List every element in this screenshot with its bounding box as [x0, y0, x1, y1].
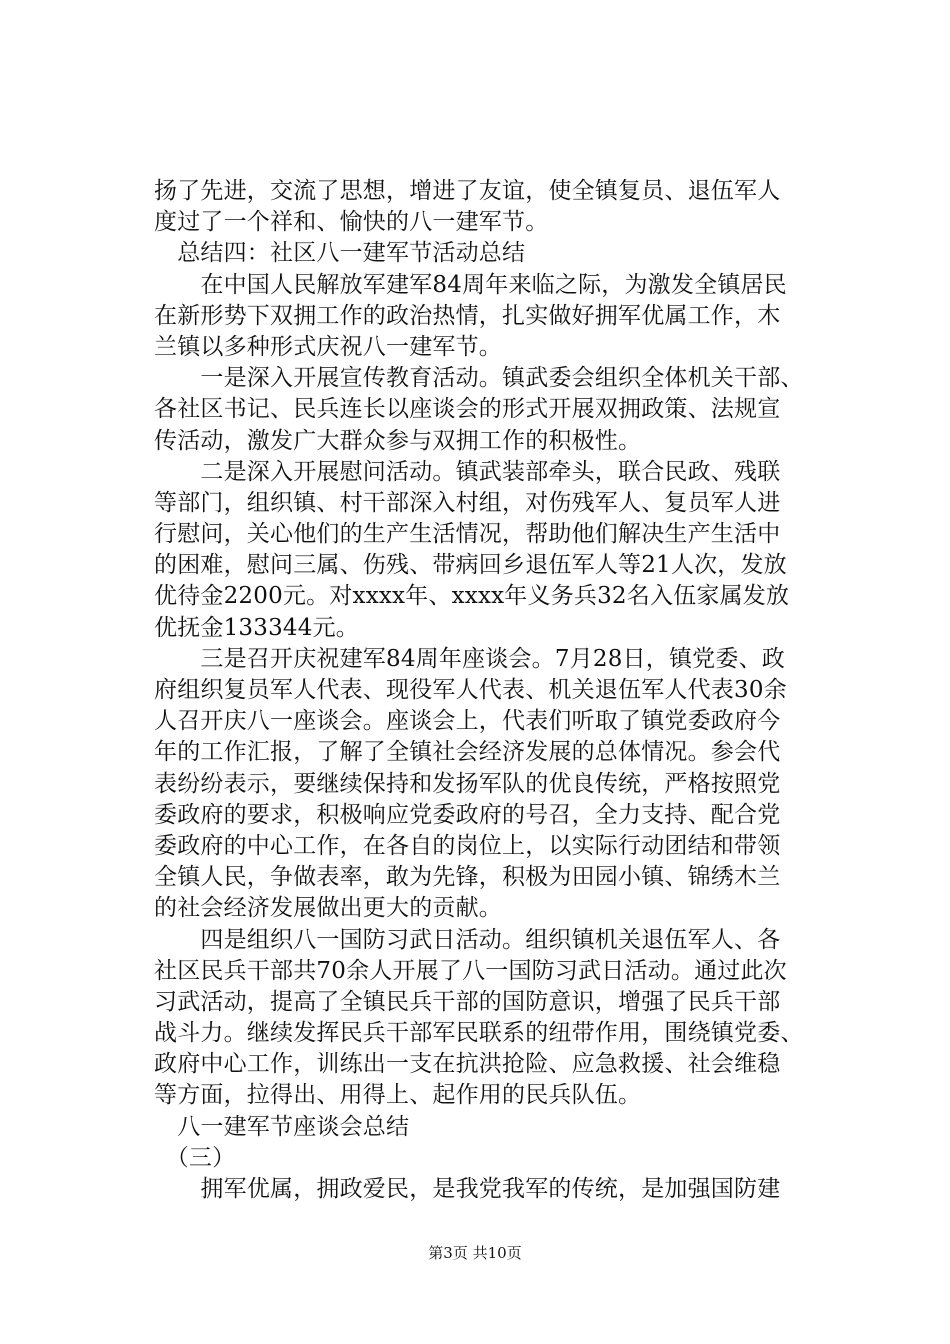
text-line: 年的工作汇报，了解了全镇社会经济发展的总体情况。参会代: [154, 739, 781, 766]
text-line: 等部门，组织镇、村干部深入村组，对伤残军人、复员军人进: [154, 489, 781, 516]
text-line: 战斗力。继续发挥民兵干部军民联系的纽带作用，围绕镇党委、: [154, 1020, 804, 1047]
text-line: 扬了先进，交流了思想，增进了友谊，使全镇复员、退伍军人: [154, 178, 781, 204]
text-line: 等方面，拉得出、用得上、起作用的民兵队伍。: [154, 1082, 642, 1109]
text-line: 委政府的中心工作，在各自的岗位上，以实际行动团结和带领: [154, 832, 781, 859]
text-line: 四是组织八一国防习武日活动。组织镇机关退伍军人、各: [154, 926, 781, 953]
text-line: 政府中心工作，训练出一支在抗洪抢险、应急救援、社会维稳: [154, 1051, 781, 1078]
text-line: 度过了一个祥和、愉快的八一建军节。: [154, 209, 549, 236]
text-line: （三）: [154, 1144, 236, 1171]
text-line: 府组织复员军人代表、现役军人代表、机关退伍军人代表30余: [154, 677, 787, 703]
text-line: 优抚金133344元。: [154, 614, 359, 641]
text-line: 兰镇以多种形式庆祝八一建军节。: [154, 333, 502, 360]
text-line: 委政府的要求，积极响应党委政府的号召，全力支持、配合党: [154, 801, 781, 828]
text-line: 的社会经济发展做出更大的贡献。: [154, 895, 502, 922]
text-line: 的困难，慰问三属、伤残、带病回乡退伍军人等21人次，发放: [154, 552, 787, 579]
text-line: 行慰问，关心他们的生产生活情况，帮助他们解决生产生活中: [154, 521, 781, 548]
text-line: 在中国人民解放军建军84周年来临之际，为激发全镇居民: [154, 271, 787, 298]
text-line: 表纷纷表示，要继续保持和发扬军队的优良传统，严格按照党: [154, 770, 781, 797]
text-line: 全镇人民，争做表率，敢为先锋，积极为田园小镇、锦绣木兰: [154, 864, 781, 891]
text-line: 二是深入开展慰问活动。镇武装部牵头，联合民政、残联: [154, 458, 781, 485]
text-line: 一是深入开展宣传教育活动。镇武委会组织全体机关干部、: [154, 365, 804, 392]
text-line: 总结四：社区八一建军节活动总结: [154, 240, 526, 267]
text-line: 各社区书记、民兵连长以座谈会的形式开展双拥政策、法规宣: [154, 396, 781, 423]
text-line: 拥军优属，拥政爱民，是我党我军的传统，是加强国防建: [154, 1176, 781, 1202]
text-line: 三是召开庆祝建军84周年座谈会。7月28日，镇党委、政: [154, 645, 785, 672]
text-line: 优待金2200元。对xxxx年、xxxx年义务兵32名入伍家属发放: [154, 583, 790, 610]
text-line: 社区民兵干部共70余人开展了八一国防习武日活动。通过此次: [154, 957, 787, 984]
page-footer: 第3页 共10页: [428, 1244, 522, 1262]
text-line: 八一建军节座谈会总结: [154, 1113, 410, 1140]
text-line: 传活动，激发广大群众参与双拥工作的积极性。: [154, 427, 642, 454]
document-body: [154, 176, 844, 1205]
text-line: 习武活动，提高了全镇民兵干部的国防意识，增强了民兵干部: [154, 988, 781, 1015]
text-line: 人召开庆八一座谈会。座谈会上，代表们听取了镇党委政府今: [154, 708, 781, 735]
text-line: 在新形势下双拥工作的政治热情，扎实做好拥军优属工作，木: [154, 302, 781, 329]
